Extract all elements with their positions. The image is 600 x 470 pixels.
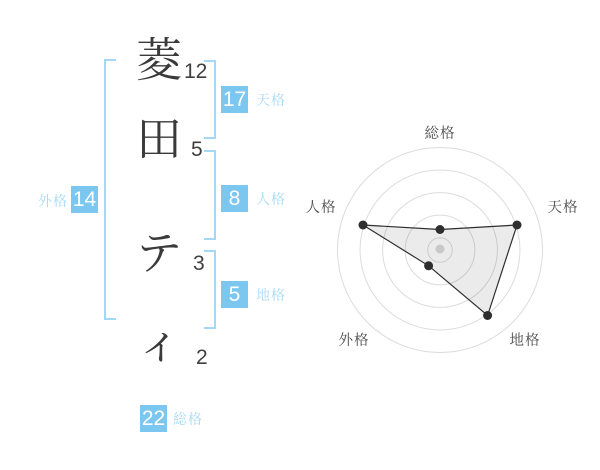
- chikaku-label: 地格: [256, 287, 286, 303]
- stroke-count: 5: [191, 138, 203, 161]
- stroke-count: 3: [193, 252, 205, 275]
- gaikaku-score-badge: 14: [72, 188, 97, 211]
- radar-point: [359, 221, 368, 230]
- radar-point: [424, 261, 433, 270]
- soukaku-score-badge: 22: [141, 407, 166, 430]
- radar-center-dot: [436, 245, 445, 254]
- jinkaku-score-badge: 8: [221, 185, 248, 212]
- radar-point: [436, 225, 445, 234]
- tenkaku-label: 天格: [256, 92, 286, 108]
- stroke-count: 2: [196, 346, 208, 369]
- tenkaku-score-badge: 17: [222, 88, 247, 111]
- gaikaku-label: 外格: [38, 193, 68, 209]
- name-character: 菱: [136, 34, 182, 86]
- jinkaku-bracket: [204, 150, 216, 240]
- radar-axis-label: 外格: [338, 333, 370, 349]
- radar-point: [513, 221, 522, 230]
- radar-axis-label: 総格: [424, 126, 456, 142]
- chikaku-score-badge: 5: [221, 281, 248, 308]
- jinkaku-label: 人格: [256, 191, 286, 207]
- soukaku-label: 総格: [173, 411, 203, 427]
- radar-axis-label: 人格: [305, 200, 337, 216]
- name-character: テ: [136, 227, 182, 279]
- stroke-count: 12: [184, 60, 208, 83]
- name-character: 田: [136, 113, 182, 165]
- name-character: ィ: [136, 317, 182, 369]
- radar-point: [483, 311, 492, 320]
- radar-axis-label: 地格: [509, 333, 541, 349]
- radar-axis-label: 天格: [547, 200, 579, 216]
- gaikaku-bracket: [104, 59, 116, 320]
- chikaku-bracket: [204, 250, 216, 329]
- radar-chart: [290, 105, 600, 375]
